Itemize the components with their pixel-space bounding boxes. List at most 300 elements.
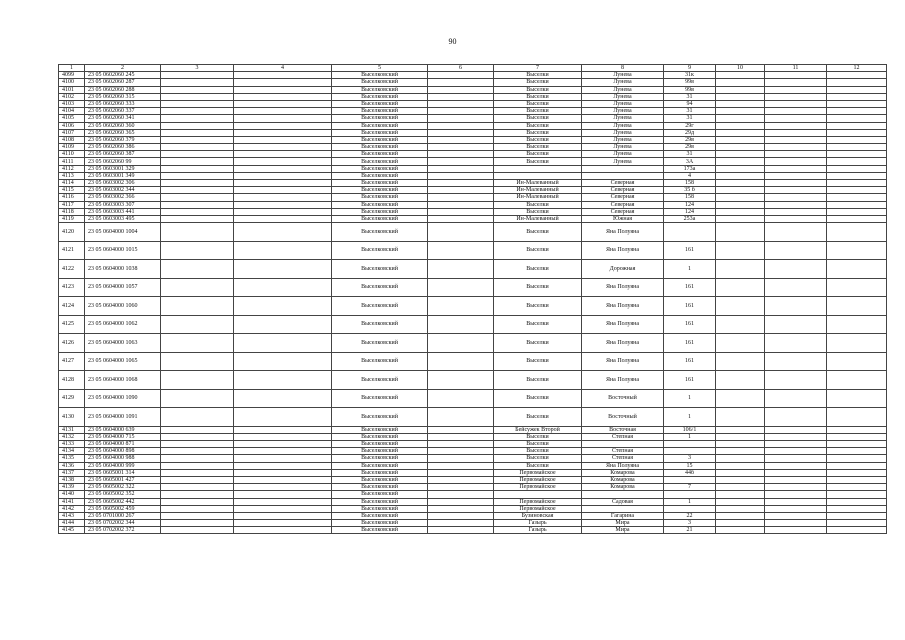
district-cell: Выселковский	[332, 172, 428, 179]
district-cell: Выселковский	[332, 476, 428, 483]
col-3-cell	[161, 433, 234, 440]
cadastral-code-cell: 23 05 0604000 999	[85, 462, 161, 469]
table-row	[59, 462, 887, 469]
col-11-cell	[765, 260, 827, 279]
row-number-cell: 4101	[59, 86, 85, 93]
col-11-cell	[765, 93, 827, 100]
locality-cell: Выселки	[494, 441, 582, 448]
locality-cell: Выселки	[494, 408, 582, 427]
col-4-cell	[234, 144, 332, 151]
table-row	[59, 389, 887, 408]
table-row	[59, 93, 887, 100]
col-4-cell	[234, 505, 332, 512]
col-6-cell	[428, 201, 494, 208]
cadastral-code-cell: 23 05 0602060 360	[85, 122, 161, 129]
house-number-cell	[664, 441, 716, 448]
cadastral-code-cell: 23 05 0602060 386	[85, 144, 161, 151]
col-10-cell	[716, 512, 765, 519]
cadastral-code-cell: 23 05 0604000 1063	[85, 334, 161, 353]
col-4-cell	[234, 108, 332, 115]
col-3-cell	[161, 187, 234, 194]
street-cell	[582, 505, 664, 512]
table-row	[59, 484, 887, 491]
col-3-cell	[161, 498, 234, 505]
table-row	[59, 158, 887, 165]
cadastral-code-cell: 23 05 0604000 1091	[85, 408, 161, 427]
district-cell: Выселковский	[332, 527, 428, 534]
street-cell: Яна Полуяна	[582, 371, 664, 390]
table-row	[59, 469, 887, 476]
district-cell: Выселковский	[332, 491, 428, 498]
street-cell: Лунева	[582, 108, 664, 115]
cadastral-code-cell: 23 05 0602060 365	[85, 129, 161, 136]
col-12-cell	[827, 79, 887, 86]
locality-cell: Выселки	[494, 86, 582, 93]
row-number-cell: 4138	[59, 476, 85, 483]
row-number-cell: 4116	[59, 194, 85, 201]
col-4-cell	[234, 241, 332, 260]
col-12-cell	[827, 122, 887, 129]
col-10-cell	[716, 433, 765, 440]
col-4-cell	[234, 223, 332, 242]
col-11-cell	[765, 352, 827, 371]
table-row	[59, 180, 887, 187]
row-number-cell: 4133	[59, 441, 85, 448]
col-11-cell	[765, 241, 827, 260]
cadastral-code-cell: 23 05 0604000 1060	[85, 297, 161, 316]
house-number-cell: 1	[664, 260, 716, 279]
district-cell: Выселковский	[332, 129, 428, 136]
col-11-cell	[765, 144, 827, 151]
col-10-cell	[716, 223, 765, 242]
col-11-cell	[765, 462, 827, 469]
table-row	[59, 100, 887, 107]
house-number-cell: 3	[664, 455, 716, 462]
row-number-cell: 4144	[59, 520, 85, 527]
house-number-cell: 161	[664, 352, 716, 371]
locality-cell: Выселки	[494, 455, 582, 462]
col-6-cell	[428, 208, 494, 215]
district-cell: Выселковский	[332, 426, 428, 433]
col-3-cell	[161, 241, 234, 260]
cadastral-code-cell: 23 05 0605002 442	[85, 498, 161, 505]
district-cell: Выселковский	[332, 484, 428, 491]
col-4-cell	[234, 491, 332, 498]
col-11-cell	[765, 79, 827, 86]
col-3-cell	[161, 215, 234, 222]
table-row	[59, 151, 887, 158]
table-row	[59, 129, 887, 136]
col-12-cell	[827, 215, 887, 222]
col-12-cell	[827, 433, 887, 440]
col-11-cell	[765, 151, 827, 158]
cadastral-code-cell: 23 05 0604000 1090	[85, 389, 161, 408]
district-cell: Выселковский	[332, 408, 428, 427]
district-cell: Выселковский	[332, 201, 428, 208]
cadastral-code-cell: 23 05 0605002 459	[85, 505, 161, 512]
house-number-cell: 29г	[664, 122, 716, 129]
locality-cell: Первомайское	[494, 498, 582, 505]
locality-cell: Выселки	[494, 79, 582, 86]
table-row	[59, 172, 887, 179]
col-3-cell	[161, 144, 234, 151]
col-6-cell	[428, 498, 494, 505]
col-11-cell	[765, 448, 827, 455]
street-cell: Яна Полуяна	[582, 223, 664, 242]
cadastral-code-cell: 23 05 0603002 306	[85, 180, 161, 187]
table-row	[59, 136, 887, 143]
district-cell: Выселковский	[332, 108, 428, 115]
col-11-cell	[765, 129, 827, 136]
col-6-cell	[428, 108, 494, 115]
col-12-cell	[827, 72, 887, 79]
street-cell: Южная	[582, 215, 664, 222]
table-row	[59, 108, 887, 115]
col-3-cell	[161, 79, 234, 86]
table-row	[59, 334, 887, 353]
col-12-cell	[827, 520, 887, 527]
col-10-cell	[716, 260, 765, 279]
col-4-cell	[234, 389, 332, 408]
locality-cell: Первомайское	[494, 476, 582, 483]
street-cell: Мира	[582, 527, 664, 534]
locality-cell: Первомайское	[494, 484, 582, 491]
locality-cell: Выселки	[494, 260, 582, 279]
house-number-cell: 31	[664, 151, 716, 158]
col-11-cell	[765, 476, 827, 483]
cadastral-code-cell: 23 05 0602060 287	[85, 79, 161, 86]
col-3-cell	[161, 462, 234, 469]
col-4-cell	[234, 371, 332, 390]
col-6-cell	[428, 165, 494, 172]
col-11-cell	[765, 389, 827, 408]
cadastral-code-cell: 23 05 0604000 1062	[85, 315, 161, 334]
col-6-cell	[428, 334, 494, 353]
column-header-5: 5	[332, 65, 428, 72]
locality-cell: Газырь	[494, 527, 582, 534]
col-3-cell	[161, 315, 234, 334]
col-3-cell	[161, 223, 234, 242]
house-number-cell: 7	[664, 484, 716, 491]
col-10-cell	[716, 297, 765, 316]
house-number-cell: 94	[664, 100, 716, 107]
col-11-cell	[765, 158, 827, 165]
street-cell: Комарова	[582, 469, 664, 476]
col-10-cell	[716, 527, 765, 534]
street-cell	[582, 165, 664, 172]
col-12-cell	[827, 441, 887, 448]
col-4-cell	[234, 172, 332, 179]
locality-cell: Ин-Малеванный	[494, 180, 582, 187]
row-number-cell: 4139	[59, 484, 85, 491]
col-12-cell	[827, 484, 887, 491]
col-11-cell	[765, 115, 827, 122]
row-number-cell: 4099	[59, 72, 85, 79]
col-6-cell	[428, 441, 494, 448]
col-11-cell	[765, 180, 827, 187]
street-cell: Яна Полуяна	[582, 297, 664, 316]
row-number-cell: 4105	[59, 115, 85, 122]
col-12-cell	[827, 180, 887, 187]
col-3-cell	[161, 278, 234, 297]
locality-cell: Выселки	[494, 334, 582, 353]
col-10-cell	[716, 315, 765, 334]
col-6-cell	[428, 129, 494, 136]
col-6-cell	[428, 144, 494, 151]
col-12-cell	[827, 334, 887, 353]
col-3-cell	[161, 86, 234, 93]
col-4-cell	[234, 512, 332, 519]
header-row	[59, 65, 887, 72]
col-11-cell	[765, 315, 827, 334]
col-4-cell	[234, 72, 332, 79]
col-4-cell	[234, 136, 332, 143]
locality-cell: Выселки	[494, 129, 582, 136]
cadastral-code-cell: 23 05 0603003 307	[85, 201, 161, 208]
table-row	[59, 371, 887, 390]
col-11-cell	[765, 208, 827, 215]
house-number-cell: 29в	[664, 144, 716, 151]
district-cell: Выселковский	[332, 79, 428, 86]
street-cell: Степная	[582, 433, 664, 440]
col-12-cell	[827, 469, 887, 476]
col-3-cell	[161, 408, 234, 427]
col-3-cell	[161, 208, 234, 215]
col-10-cell	[716, 151, 765, 158]
col-11-cell	[765, 512, 827, 519]
district-cell: Выселковский	[332, 151, 428, 158]
locality-cell: Выселки	[494, 352, 582, 371]
col-3-cell	[161, 491, 234, 498]
table-row	[59, 165, 887, 172]
street-cell: Яна Полуяна	[582, 352, 664, 371]
street-cell: Лунева	[582, 100, 664, 107]
house-number-cell: 1	[664, 433, 716, 440]
col-11-cell	[765, 334, 827, 353]
col-3-cell	[161, 122, 234, 129]
col-6-cell	[428, 476, 494, 483]
locality-cell	[494, 172, 582, 179]
locality-cell: Выселки	[494, 278, 582, 297]
street-cell: Восточная	[582, 426, 664, 433]
street-cell	[582, 172, 664, 179]
row-number-cell: 4126	[59, 334, 85, 353]
row-number-cell: 4128	[59, 371, 85, 390]
street-cell: Лунева	[582, 79, 664, 86]
col-6-cell	[428, 512, 494, 519]
col-11-cell	[765, 187, 827, 194]
col-12-cell	[827, 462, 887, 469]
district-cell: Выселковский	[332, 455, 428, 462]
col-6-cell	[428, 433, 494, 440]
col-6-cell	[428, 151, 494, 158]
col-11-cell	[765, 108, 827, 115]
house-number-cell: 99в	[664, 79, 716, 86]
street-cell: Лунева	[582, 144, 664, 151]
row-number-cell: 4145	[59, 527, 85, 534]
col-3-cell	[161, 371, 234, 390]
col-10-cell	[716, 491, 765, 498]
locality-cell: Выселки	[494, 315, 582, 334]
house-number-cell: 158	[664, 194, 716, 201]
cadastral-code-cell: 23 05 0604000 639	[85, 426, 161, 433]
col-4-cell	[234, 278, 332, 297]
table-row	[59, 426, 887, 433]
cadastral-code-cell: 23 05 0604000 898	[85, 448, 161, 455]
col-10-cell	[716, 100, 765, 107]
locality-cell: Бейсужек Второй	[494, 426, 582, 433]
house-number-cell: 29д	[664, 129, 716, 136]
house-number-cell: 15	[664, 462, 716, 469]
col-4-cell	[234, 129, 332, 136]
locality-cell: Ин-Малеванный	[494, 194, 582, 201]
cadastral-code-cell: 23 05 0604000 1015	[85, 241, 161, 260]
house-number-cell: 31	[664, 108, 716, 115]
cadastral-code-cell: 23 05 0602060 315	[85, 93, 161, 100]
street-cell	[582, 441, 664, 448]
district-cell: Выселковский	[332, 208, 428, 215]
col-4-cell	[234, 527, 332, 534]
column-header-2: 2	[85, 65, 161, 72]
street-cell: Лунева	[582, 115, 664, 122]
col-10-cell	[716, 505, 765, 512]
col-12-cell	[827, 476, 887, 483]
row-number-cell: 4115	[59, 187, 85, 194]
house-number-cell	[664, 505, 716, 512]
cadastral-code-cell: 23 05 0604000 1068	[85, 371, 161, 390]
col-3-cell	[161, 512, 234, 519]
cadastral-code-cell: 23 05 0702002 372	[85, 527, 161, 534]
locality-cell: Выселки	[494, 433, 582, 440]
street-cell: Дорожная	[582, 260, 664, 279]
district-cell: Выселковский	[332, 165, 428, 172]
house-number-cell: 253а	[664, 215, 716, 222]
district-cell: Выселковский	[332, 194, 428, 201]
table-row	[59, 491, 887, 498]
street-cell: Восточный	[582, 408, 664, 427]
house-number-cell: 35 б	[664, 187, 716, 194]
col-12-cell	[827, 260, 887, 279]
locality-cell: Бузиновская	[494, 512, 582, 519]
locality-cell	[494, 491, 582, 498]
locality-cell: Выселки	[494, 241, 582, 260]
row-number-cell: 4135	[59, 455, 85, 462]
col-6-cell	[428, 484, 494, 491]
house-number-cell: 161	[664, 371, 716, 390]
row-number-cell: 4112	[59, 165, 85, 172]
house-number-cell: 22	[664, 512, 716, 519]
column-header-8: 8	[582, 65, 664, 72]
col-11-cell	[765, 469, 827, 476]
col-12-cell	[827, 144, 887, 151]
house-number-cell: 158	[664, 180, 716, 187]
table-row	[59, 223, 887, 242]
house-number-cell: 161	[664, 278, 716, 297]
col-10-cell	[716, 469, 765, 476]
house-number-cell: 44б	[664, 469, 716, 476]
street-cell: Комарова	[582, 484, 664, 491]
col-6-cell	[428, 455, 494, 462]
district-cell: Выселковский	[332, 115, 428, 122]
col-11-cell	[765, 194, 827, 201]
street-cell: Лунева	[582, 72, 664, 79]
cadastral-code-cell: 23 05 0603003 441	[85, 208, 161, 215]
col-10-cell	[716, 187, 765, 194]
col-6-cell	[428, 180, 494, 187]
col-6-cell	[428, 223, 494, 242]
col-3-cell	[161, 352, 234, 371]
col-4-cell	[234, 100, 332, 107]
col-6-cell	[428, 187, 494, 194]
street-cell: Мира	[582, 520, 664, 527]
row-number-cell: 4119	[59, 215, 85, 222]
col-3-cell	[161, 455, 234, 462]
locality-cell: Ин-Малеванный	[494, 187, 582, 194]
district-cell: Выселковский	[332, 469, 428, 476]
row-number-cell: 4140	[59, 491, 85, 498]
col-11-cell	[765, 426, 827, 433]
house-number-cell: 124	[664, 208, 716, 215]
district-cell: Выселковский	[332, 389, 428, 408]
column-header-4: 4	[234, 65, 332, 72]
col-11-cell	[765, 505, 827, 512]
table-row	[59, 441, 887, 448]
district-cell: Выселковский	[332, 441, 428, 448]
row-number-cell: 4124	[59, 297, 85, 316]
column-header-9: 9	[664, 65, 716, 72]
col-6-cell	[428, 86, 494, 93]
col-6-cell	[428, 527, 494, 534]
col-4-cell	[234, 194, 332, 201]
street-cell: Северная	[582, 187, 664, 194]
district-cell: Выселковский	[332, 215, 428, 222]
locality-cell: Выселки	[494, 108, 582, 115]
col-4-cell	[234, 476, 332, 483]
col-6-cell	[428, 241, 494, 260]
row-number-cell: 4106	[59, 122, 85, 129]
district-cell: Выселковский	[332, 371, 428, 390]
column-header-6: 6	[428, 65, 494, 72]
row-number-cell: 4134	[59, 448, 85, 455]
cadastral-code-cell: 23 05 0603002 366	[85, 194, 161, 201]
locality-cell: Выселки	[494, 151, 582, 158]
col-6-cell	[428, 389, 494, 408]
district-cell: Выселковский	[332, 122, 428, 129]
table-row	[59, 352, 887, 371]
col-6-cell	[428, 371, 494, 390]
col-10-cell	[716, 93, 765, 100]
street-cell: Яна Полуяна	[582, 241, 664, 260]
table-row	[59, 297, 887, 316]
row-number-cell: 4129	[59, 389, 85, 408]
col-6-cell	[428, 100, 494, 107]
table-row	[59, 498, 887, 505]
table-row	[59, 122, 887, 129]
district-cell: Выселковский	[332, 520, 428, 527]
col-3-cell	[161, 389, 234, 408]
col-12-cell	[827, 223, 887, 242]
col-6-cell	[428, 278, 494, 297]
col-10-cell	[716, 208, 765, 215]
col-3-cell	[161, 334, 234, 353]
district-cell: Выселковский	[332, 462, 428, 469]
district-cell: Выселковский	[332, 144, 428, 151]
street-cell: Степная	[582, 448, 664, 455]
col-6-cell	[428, 408, 494, 427]
row-number-cell: 4130	[59, 408, 85, 427]
district-cell: Выселковский	[332, 260, 428, 279]
table-row	[59, 208, 887, 215]
